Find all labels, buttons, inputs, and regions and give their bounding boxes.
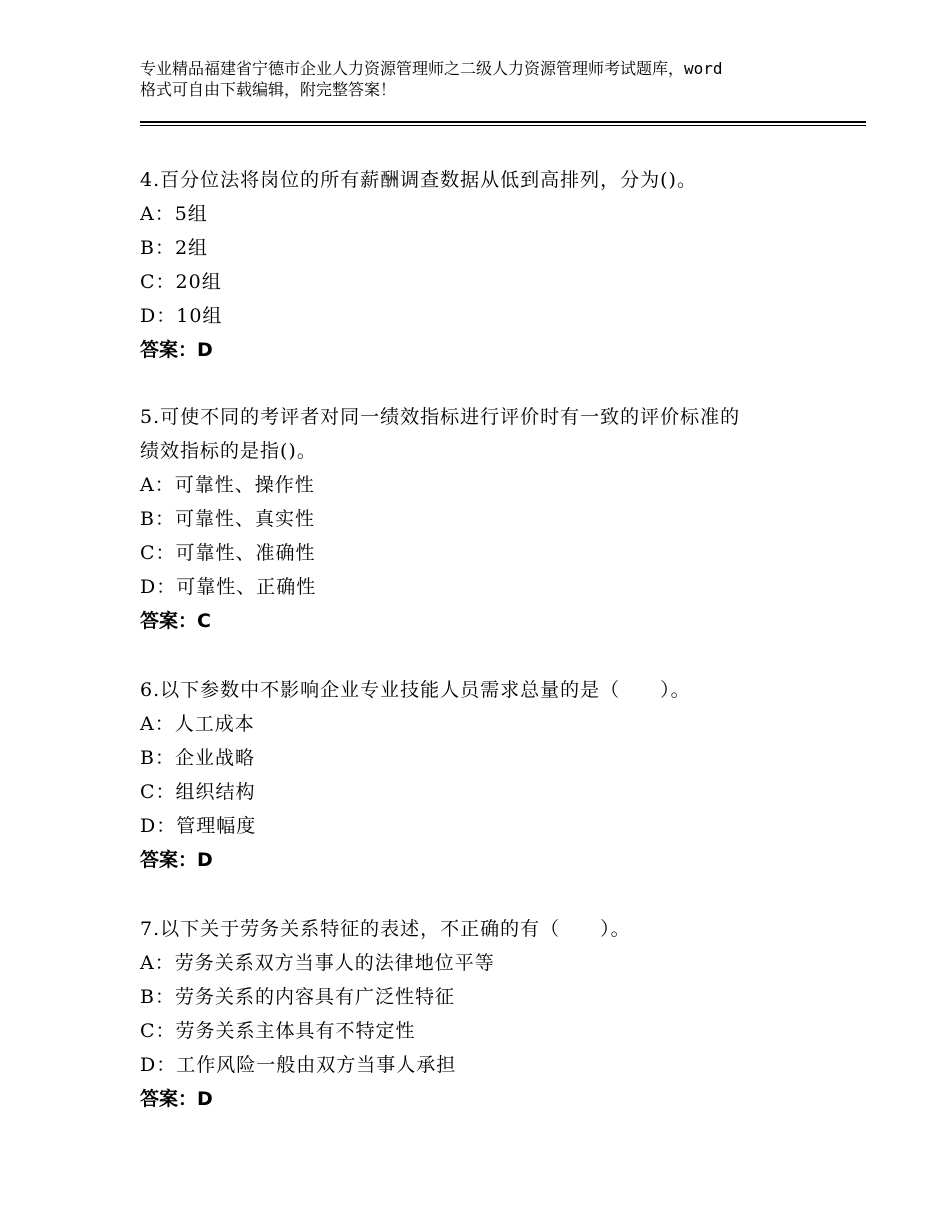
header-line-2: 格式可自由下载编辑，附完整答案！: [140, 80, 397, 99]
answer: 答案：D: [140, 339, 213, 361]
question-6: [140, 673, 850, 877]
question-5: [140, 400, 850, 638]
document-header: [140, 58, 840, 100]
option-a: A：可靠性、操作性: [140, 474, 315, 496]
option-b: B：劳务关系的内容具有广泛性特征: [140, 986, 455, 1008]
option-c: C：20组: [140, 271, 222, 293]
question-text-line-2: 绩效指标的是指()。: [140, 440, 317, 462]
question-text: 6.以下参数中不影响企业专业技能人员需求总量的是（ ）。: [140, 679, 691, 701]
answer: 答案：C: [140, 610, 211, 632]
option-c: C：可靠性、准确性: [140, 542, 316, 564]
option-b: B：企业战略: [140, 747, 255, 769]
question-4: [140, 163, 850, 367]
option-a: A：劳务关系双方当事人的法律地位平等: [140, 952, 495, 974]
answer: 答案：D: [140, 1088, 213, 1110]
answer: 答案：D: [140, 849, 213, 871]
question-text: 7.以下关于劳务关系特征的表述，不正确的有（ ）。: [140, 918, 631, 940]
option-d: D：可靠性、正确性: [140, 576, 317, 598]
option-c: C：劳务关系主体具有不特定性: [140, 1020, 416, 1042]
option-b: B：2组: [140, 237, 209, 259]
header-line-1: 专业精品福建省宁德市企业人力资源管理师之二级人力资源管理师考试题库，word: [140, 59, 723, 78]
question-7: [140, 912, 850, 1116]
option-a: A：人工成本: [140, 713, 255, 735]
option-d: D：10组: [140, 305, 223, 327]
header-divider-thick: [140, 121, 866, 123]
question-text: 4.百分位法将岗位的所有薪酬调查数据从低到高排列，分为()。: [140, 169, 697, 191]
option-b: B：可靠性、真实性: [140, 508, 315, 530]
option-c: C：组织结构: [140, 781, 256, 803]
question-text-line-1: 5.可使不同的考评者对同一绩效指标进行评价时有一致的评价标准的: [140, 406, 741, 428]
header-divider-thin: [140, 125, 866, 126]
option-d: D：工作风险一般由双方当事人承担: [140, 1054, 457, 1076]
option-a: A：5组: [140, 203, 208, 225]
option-d: D：管理幅度: [140, 815, 257, 837]
